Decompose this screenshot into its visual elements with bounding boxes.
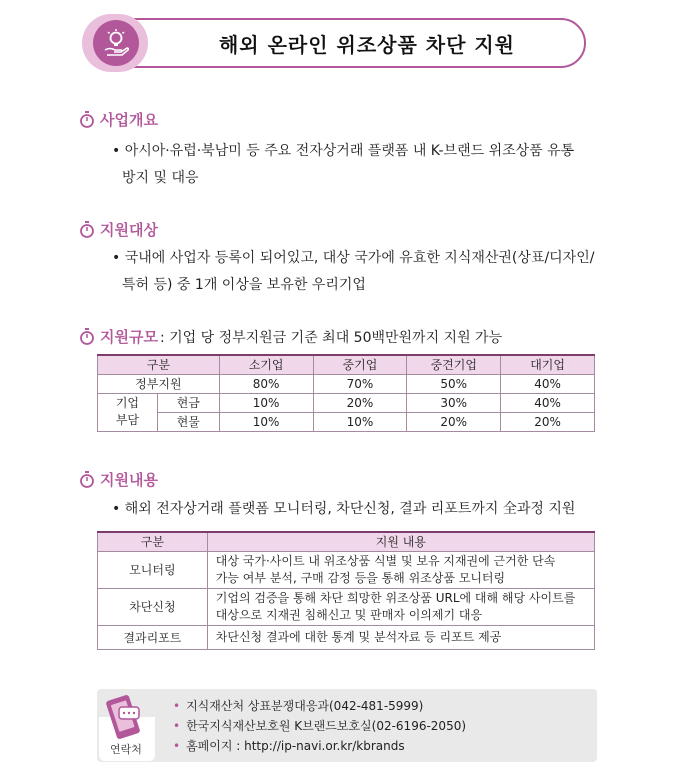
table-cell: 40% (501, 374, 595, 393)
table-cell (207, 551, 594, 588)
row-group-label (98, 393, 158, 431)
table-row (98, 412, 595, 431)
column-header: 구분 (98, 355, 220, 374)
column-header: 지원 내용 (207, 532, 594, 551)
contact-item: • 지식재산처 상표분쟁대응과(042-481-5999) (173, 699, 424, 713)
section-overview-label: 사업개요 (100, 111, 158, 129)
table-cell (207, 625, 594, 649)
column-header: 구분 (98, 532, 208, 551)
column-header: 대기업 (501, 355, 595, 374)
section-scale-heading (80, 326, 502, 347)
row-label: 현금 (157, 393, 219, 412)
section-scale-label: 지원규모 (100, 328, 158, 346)
table-cell (207, 588, 594, 625)
company-label-line-2: 부담 (115, 413, 140, 427)
cell-line: 차단신청 결과에 대한 통계 및 분석자료 등 리포트 제공 (215, 629, 502, 644)
section-overview-heading (80, 109, 158, 130)
cell-line: 대상 국가·사이트 내 위조상품 식별 및 보유 지재권에 근거한 단속 (215, 553, 556, 568)
homepage-link[interactable]: 홈페이지 : http://ip-navi.or.kr/kbrands (186, 739, 405, 753)
header-badge (82, 14, 148, 72)
section-content-text (112, 496, 575, 523)
stopwatch-icon (80, 111, 94, 128)
section-overview-text (112, 138, 574, 192)
row-label: 차단신청 (98, 588, 208, 625)
stopwatch-icon (80, 221, 94, 238)
cell-line: 기업의 검증을 통해 차단 희망한 위조상품 URL에 대해 해당 사이트를 (215, 590, 576, 605)
contact-list (173, 696, 466, 756)
section-target-text (112, 245, 594, 299)
page-title: 해외 온라인 위조상품 차단 지원 (218, 32, 515, 57)
row-label: 모니터링 (98, 551, 208, 588)
support-scale-table (97, 354, 595, 432)
contact-item-text: 한국지식재산보호원 K브랜드보호실(02-6196-2050) (186, 719, 467, 733)
table-row (98, 625, 595, 649)
stopwatch-icon (80, 328, 94, 345)
contact-box (97, 689, 597, 762)
stopwatch-icon (80, 471, 94, 488)
target-line-1: • 국내에 사업자 등록이 되어있고, 대상 국가에 유효한 지식재산권(상표/디자인/ (112, 250, 595, 266)
overview-line-2: 방지 및 대응 (122, 170, 199, 186)
section-content-heading (80, 469, 158, 490)
row-label: 정부지원 (98, 374, 220, 393)
table-cell: 40% (501, 393, 595, 412)
section-content-label: 지원내용 (100, 471, 158, 489)
lightbulb-hand-icon (93, 20, 139, 66)
page-header (82, 14, 586, 72)
table-cell: 20% (407, 412, 501, 431)
overview-line-1: • 아시아·유럽·북남미 등 주요 전자상거래 플랫폼 내 K-브랜드 위조상품 유통 (112, 143, 575, 159)
table-cell: 50% (407, 374, 501, 393)
contact-item-text: 지식재산처 상표분쟁대응과(042-481-5999) (186, 699, 424, 713)
support-content-table (97, 531, 595, 650)
table-cell: 10% (219, 412, 313, 431)
target-line-2: 특허 등) 중 1개 이상을 보유한 우리기업 (122, 277, 366, 293)
table-header-row (98, 532, 595, 551)
row-label: 현물 (157, 412, 219, 431)
column-header: 소기업 (219, 355, 313, 374)
table-cell: 70% (313, 374, 407, 393)
contact-item[interactable]: • 홈페이지 : http://ip-navi.or.kr/kbrands (173, 739, 405, 753)
table-cell: 30% (407, 393, 501, 412)
table-cell: 20% (313, 393, 407, 412)
contact-item: • 한국지식재산보호원 K브랜드보호실(02-6196-2050) (173, 719, 467, 733)
table-row (98, 374, 595, 393)
column-header: 중기업 (313, 355, 407, 374)
section-target-label: 지원대상 (100, 221, 158, 239)
table-row (98, 588, 595, 625)
table-header-row (98, 355, 595, 374)
content-line-1: • 해외 전자상거래 플랫폼 모니터링, 차단신청, 결과 리포트까지 全과정 지원 (112, 501, 576, 517)
table-cell: 10% (219, 393, 313, 412)
company-label-line-1: 기업 (115, 396, 140, 410)
column-header: 중견기업 (407, 355, 501, 374)
row-label: 결과리포트 (98, 625, 208, 649)
cell-line: 가능 여부 분석, 구매 감정 등을 통해 위조상품 모니터링 (215, 570, 506, 585)
table-row (98, 551, 595, 588)
table-cell: 20% (501, 412, 595, 431)
contact-label: 연락처 (110, 743, 142, 756)
table-row (98, 393, 595, 412)
section-target-heading (80, 219, 158, 240)
header-title-pill (108, 18, 586, 68)
cell-line: 대상으로 지재권 침해신고 및 판매자 이의제기 대응 (215, 607, 483, 622)
table-cell: 10% (313, 412, 407, 431)
table-cell: 80% (219, 374, 313, 393)
section-scale-desc: : 기업 당 정부지원금 기준 최대 50백만원까지 지원 가능 (159, 329, 503, 346)
